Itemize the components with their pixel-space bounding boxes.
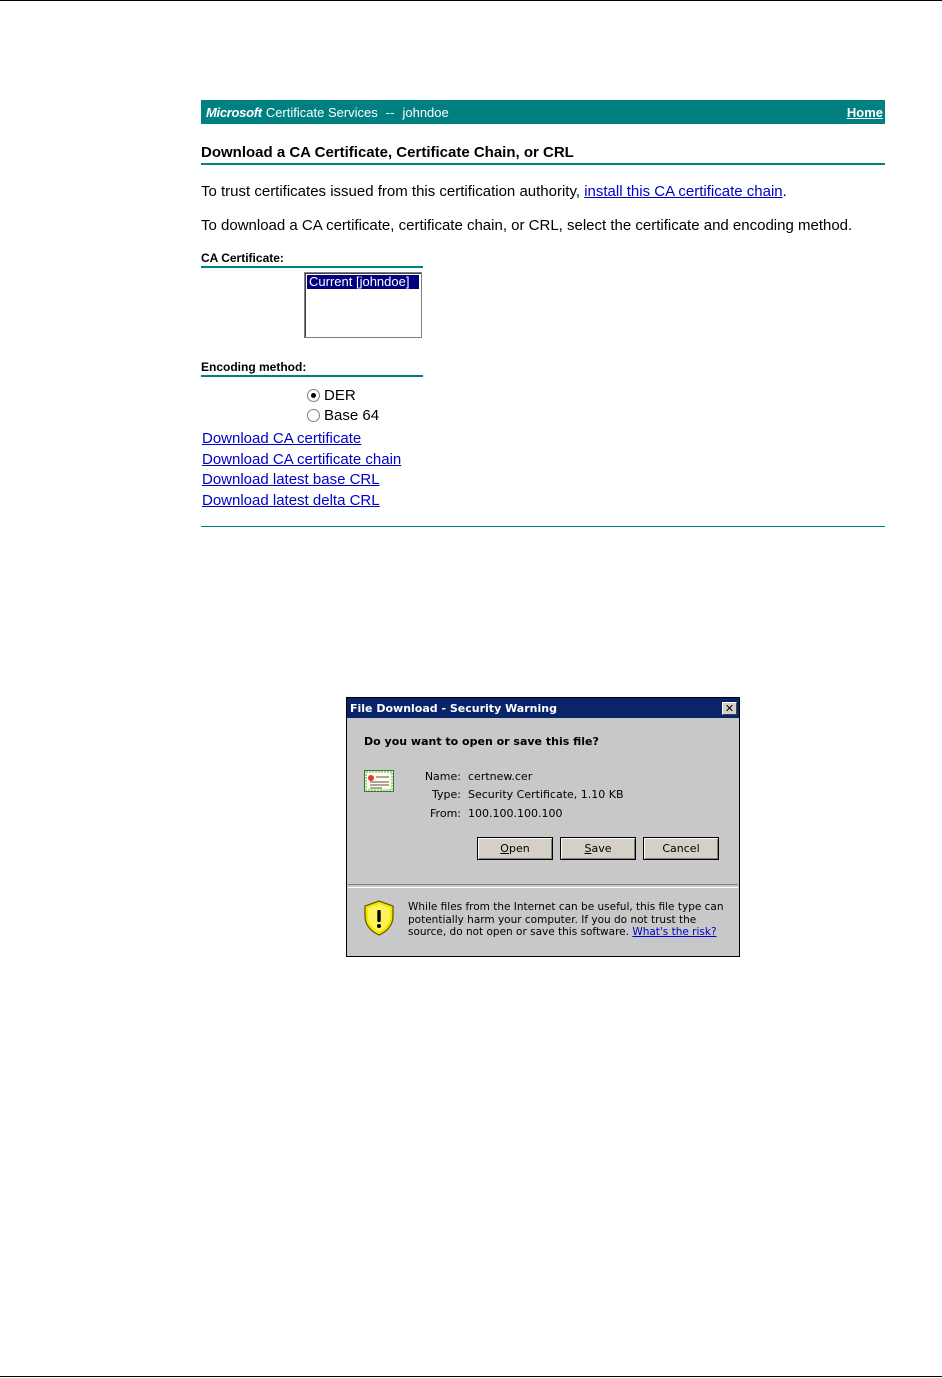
file-name-value: certnew.cer: [468, 769, 533, 783]
open-button[interactable]: [477, 837, 553, 860]
cs-header-bar: [201, 100, 885, 124]
home-link[interactable]: Home: [846, 104, 883, 120]
encoding-method-label: Encoding method:: [201, 360, 423, 377]
encoding-option-der[interactable]: [307, 385, 885, 405]
download-ca-chain-link[interactable]: Download CA certificate chain: [202, 450, 402, 468]
cs-brand-group: [206, 105, 449, 120]
install-chain-link[interactable]: install this CA certificate chain: [584, 183, 783, 200]
download-ca-certificate-link[interactable]: Download CA certificate: [202, 430, 362, 447]
cs-brand: Microsoft: [206, 104, 262, 120]
encoding-radio-group: [307, 385, 885, 425]
page-bottom-divider: [201, 526, 885, 527]
file-download-dialog: [346, 697, 740, 957]
open-accel: O: [500, 842, 509, 855]
certificate-services-page: [201, 100, 885, 527]
dialog-question: Do you want to open or save this file?: [364, 735, 599, 748]
encoding-option-base64[interactable]: [307, 405, 885, 425]
cs-separator: --: [385, 104, 395, 120]
trust-paragraph: [201, 183, 885, 200]
ca-certificate-label: CA Certificate:: [201, 251, 423, 268]
dialog-divider: [348, 884, 738, 888]
save-button[interactable]: [560, 837, 636, 860]
open-rest: pen: [508, 842, 530, 855]
download-links: [201, 429, 885, 511]
page-title: Download a CA Certificate, Certificate Chain, or CRL: [201, 144, 885, 165]
trust-suffix: .: [782, 183, 787, 200]
trust-text: To trust certificates issued from this certification authority,: [201, 183, 585, 200]
download-base-crl-link[interactable]: Download latest base CRL: [202, 471, 380, 488]
page-bottom-rule: [0, 1376, 942, 1377]
save-rest: ave: [591, 842, 612, 855]
ca-certificate-option-current[interactable]: Current [johndoe]: [307, 275, 419, 289]
base64-label: Base 64: [324, 406, 380, 424]
shield-warning-icon: [363, 900, 395, 936]
file-type-row: [407, 786, 624, 805]
cs-user-name: johndoe: [402, 104, 449, 120]
certificate-icon: [364, 770, 394, 792]
dialog-titlebar[interactable]: [347, 698, 739, 718]
save-accel: S: [584, 842, 592, 855]
ca-certificate-listbox[interactable]: [304, 272, 422, 338]
close-icon[interactable]: ✕: [722, 702, 737, 715]
file-name-row: [407, 767, 624, 786]
file-type-value: Security Certificate, 1.10 KB: [468, 788, 624, 802]
download-delta-crl-link[interactable]: Download latest delta CRL: [202, 491, 380, 509]
der-radio[interactable]: [307, 389, 320, 402]
cs-service-name: Certificate Services: [265, 104, 378, 120]
page-top-rule: [0, 0, 942, 1]
file-type-label: Type:: [432, 788, 461, 802]
dialog-buttons: [477, 837, 719, 860]
der-label: DER: [324, 386, 356, 404]
file-source-label: From:: [430, 806, 461, 820]
dialog-title: File Download - Security Warning: [350, 701, 557, 715]
instructions-paragraph: To download a CA certificate, certificate chain, or CRL, select the certificate and encoding method.: [201, 217, 853, 234]
file-name-label: Name:: [424, 769, 461, 783]
cancel-button[interactable]: Cancel: [643, 837, 719, 860]
warning-body: While files from the Internet can be useful, this file type can potentially harm your computer. If you do not trust the source, do not open or save this software.: [408, 901, 724, 938]
security-warning-text: [408, 901, 730, 939]
file-source-row: [407, 804, 624, 823]
file-info: [407, 767, 624, 823]
base64-radio[interactable]: [307, 409, 320, 422]
whats-the-risk-link[interactable]: What's the risk?: [632, 926, 717, 938]
file-source-value: 100.100.100.100: [468, 806, 563, 820]
